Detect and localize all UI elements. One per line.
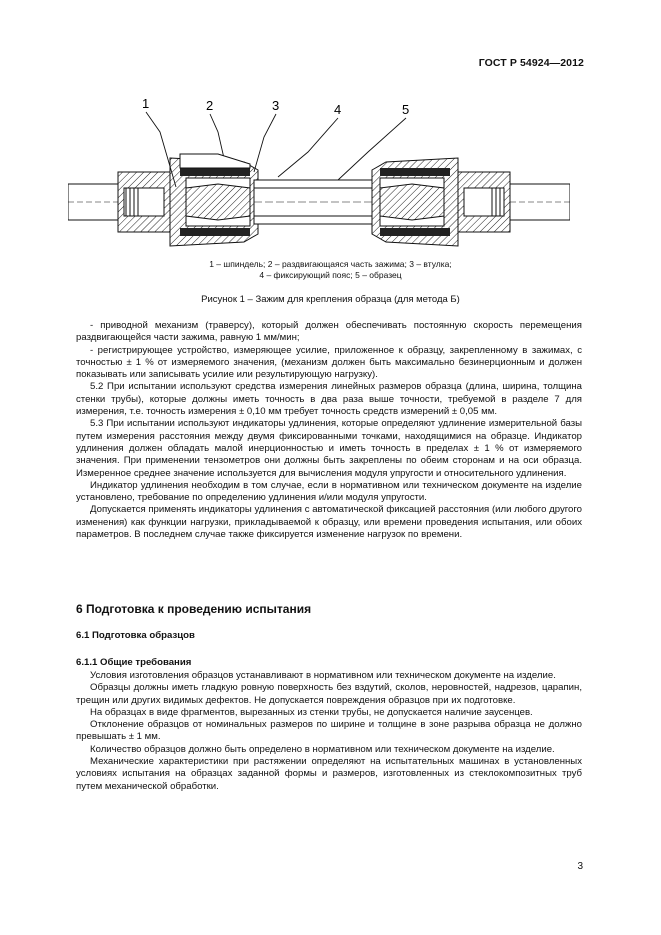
- figure-label-3: 3: [272, 98, 280, 113]
- section-6-1-1-title: 6.1.1 Общие требования: [76, 657, 192, 668]
- figure-label-1: 1: [142, 96, 150, 111]
- figure-legend-line-1: 1 – шпиндель; 2 – раздвигающаяся часть зажима; 3 – втулка;: [209, 259, 452, 269]
- body-section-6: [76, 670, 582, 793]
- section-6-1-title: 6.1 Подготовка образцов: [76, 630, 195, 641]
- figure-label-2: 2: [206, 98, 214, 113]
- right-spindle: [458, 172, 570, 232]
- figure-label-5: 5: [402, 102, 410, 117]
- section-6-title: 6 Подготовка к проведению испытания: [76, 602, 312, 616]
- paragraph: 5.2 При испытании используют средства измерения линейных размеров образца (длина, ширина, толщина стенки трубы), которые должны иметь точность в два раза выше точности, требуемой в разделе 7 для измерения, т.е. точность измерения ± 0,10 мм требует точность средств измерений ± 0,05 мм.: [76, 381, 582, 418]
- paragraph: - приводной механизм (траверсу), который должен обеспечивать постоянную скорость перемещения раздвигающейся части зажима, равную 1 мм/мин;: [76, 320, 582, 344]
- paragraph: - регистрирующее устройство, измеряющее усилие, приложенное к образцу, закрепленному в зажимах, с точностью ± 1 % от измеряемого значения, (механизм должен быть максимально безинерционным и должен показывать или записывать усилие или результирующую нагрузку).: [76, 344, 582, 381]
- figure-caption: Рисунок 1 – Зажим для крепления образца (для метода Б): [201, 294, 460, 305]
- paragraph: На образцах в виде фрагментов, вырезанных из стенки трубы, не допускается наличие заусенцев.: [90, 706, 533, 718]
- body-section-5: [76, 320, 582, 541]
- clamp-figure: [68, 92, 570, 258]
- figure-legend: [0, 259, 661, 281]
- paragraph: Допускается применять индикаторы удлинения с автоматической фиксацией расстояния (или любого другого изменения) как функции нагрузки, прикладываемой к образцу, или времени проведения испытания, или обоих параметров. В последнем случае также фиксируется изменение нагрузок по времени.: [76, 504, 582, 541]
- paragraph: 5.3 При испытании используют индикаторы удлинения, которые определяют удлинение измерительной базы путем измерения расстояния между двумя фиксированными точками, находящимися на образце. Индикатор удлинения должен обладать малой инерционностью и иметь точность в пределах ± 1 % от измеряемого значения. При применении тензометров они должны быть закреплены по обеим сторонам и на оси образца. Измеренное среднее значение используется для вычисления модуля упругости и относительного удлинения.: [76, 418, 582, 479]
- paragraph: Механические характеристики при растяжении определяют на испытательных машинах в установленных условиях испытания на образцах заданной формы и размеров, изготовленных из стеклокомпозитных труб путем механической обработки.: [76, 756, 582, 792]
- paragraph: Индикатор удлинения необходим в том случае, если в нормативном или техническом документе на изделие установлено, требование по определению удлинения и/или модуля упругости.: [76, 479, 582, 504]
- left-spindle: [68, 172, 170, 232]
- paragraph: Отклонение образцов от номинальных размеров по ширине и толщине в зоне разрыва образца не должно превышать ± 1 мм.: [76, 719, 582, 743]
- paragraph: Условия изготовления образцов устанавливают в нормативном или техническом документе на изделие.: [90, 670, 556, 681]
- document-header: ГОСТ Р 54924—2012: [478, 57, 584, 69]
- paragraph: Образцы должны иметь гладкую ровную поверхность без вздутий, сколов, неровностей, надрезов, царапин, трещин или других видимых дефектов. Не допускается повреждения образцов при их подготовке.: [76, 682, 582, 706]
- left-clamp: [170, 154, 258, 246]
- right-clamp: [372, 158, 458, 246]
- page-number: 3: [577, 861, 583, 872]
- figure-label-4: 4: [334, 102, 342, 117]
- specimen-tube: [254, 180, 372, 224]
- figure-legend-line-2: 4 – фиксирующий пояс; 5 – образец: [259, 270, 402, 280]
- paragraph: Количество образцов должно быть определено в нормативном или техническом документе на изделие.: [90, 743, 555, 755]
